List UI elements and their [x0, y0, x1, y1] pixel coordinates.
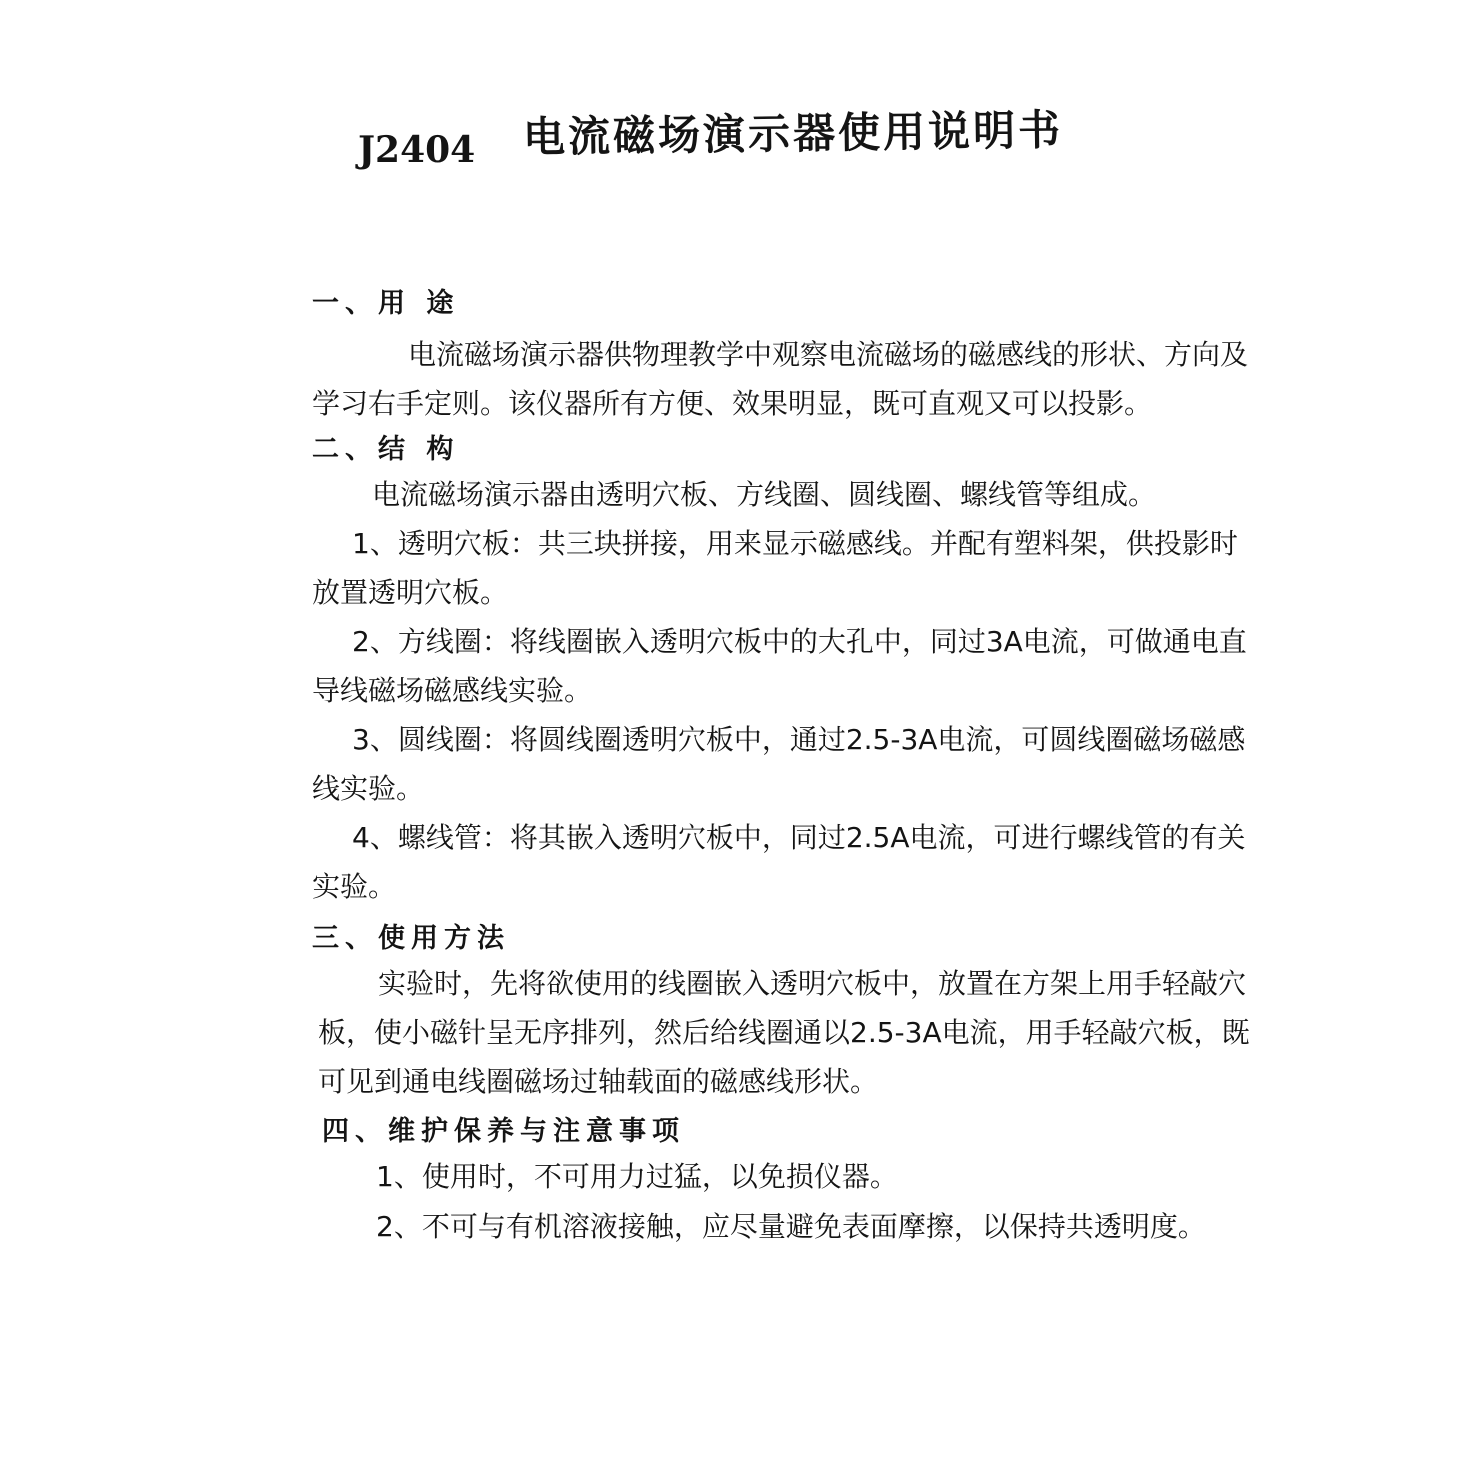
section-heading: 一、用 途	[312, 288, 460, 319]
section-heading: 三、使用方法	[312, 923, 510, 954]
paragraph: 电流磁场演示器供物理教学中观察电流磁场的磁感线的形状、方向及学习右手定则。该仪器所有方便、效果明显，既可直观又可以投影。	[312, 338, 1249, 420]
list-item: 3、圆线圈：将圆线圈透明穴板中，通过2.5-3A电流，可圆线圈磁场磁感线实验。	[312, 723, 1246, 805]
section-maintenance	[312, 1112, 1252, 1252]
list-item: 4、螺线管：将其嵌入透明穴板中，同过2.5A电流，可进行螺线管的有关实验。	[312, 821, 1246, 903]
section-heading: 四、维护保养与注意事项	[322, 1116, 685, 1147]
paragraph: 电流磁场演示器由透明穴板、方线圈、圆线圈、螺线管等组成。	[372, 478, 1157, 511]
list-item: 1、透明穴板：共三块拼接，用来显示磁感线。并配有塑料架，供投影时放置透明穴板。	[312, 527, 1238, 609]
list-item: 1、使用时，不可用力过猛，以免损仪器。	[376, 1160, 898, 1193]
title-text: 电流磁场演示器使用说明书	[522, 105, 1064, 162]
document-body	[312, 280, 1252, 1252]
model-number: J2404	[358, 129, 476, 171]
list-item: 2、方线圈：将线圈嵌入透明穴板中的大孔中，同过3A电流，可做通电直导线磁场磁感线实验。	[312, 625, 1247, 707]
section-usage	[312, 919, 1252, 1106]
document-title	[358, 105, 1118, 175]
section-purpose	[312, 280, 1252, 428]
list-item: 2、不可与有机溶液接触，应尽量避免表面摩擦，以保持共透明度。	[376, 1210, 1206, 1243]
paragraph: 实验时，先将欲使用的线圈嵌入透明穴板中，放置在方架上用手轻敲穴板，使小磁针呈无序排列，然后给线圈通以2.5-3A电流，用手轻敲穴板，既可见到通电线圈磁场过轴载面的磁感线形状。	[318, 967, 1250, 1098]
section-structure	[312, 430, 1252, 911]
section-heading: 二、结 构	[312, 434, 460, 465]
